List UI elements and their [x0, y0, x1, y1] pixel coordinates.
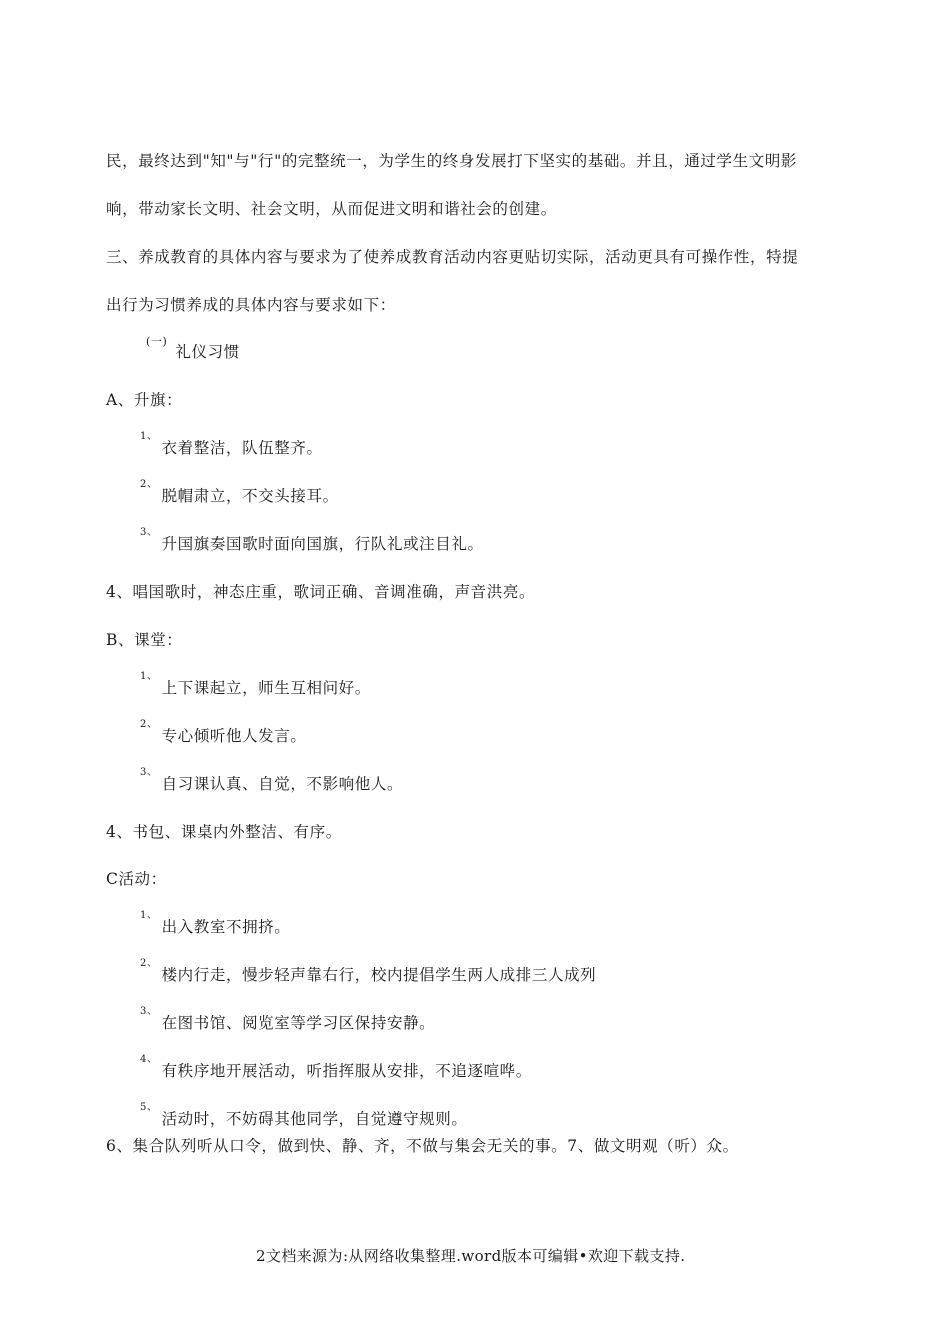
item-text: 自习课认真、自觉，不影响他人。	[161, 775, 404, 793]
paragraph-line: 民，最终达到"知"与"行"的完整统一，为学生的终身发展打下坚实的基础。并且，通过学生文明影	[106, 152, 798, 170]
item-text: 活动时，不妨碍其他同学，自觉遵守规则。	[161, 1110, 468, 1128]
item-text: 出入教室不拥挤。	[161, 918, 291, 936]
list-item: 4、唱国歌时，神态庄重，歌词正确、音调准确，声音洪亮。	[106, 583, 536, 601]
item-number: 1、	[140, 671, 158, 682]
item-number: 4、	[140, 1054, 158, 1065]
group-heading-a: A、升旗：	[106, 391, 183, 409]
item-text: 升国旗奏国歌时面向国旗，行队礼或注目礼。	[161, 535, 484, 553]
paragraph-line: 响，带动家长文明、社会文明，从而促进文明和谐社会的创建。	[106, 200, 557, 218]
item-number: 1、	[140, 431, 158, 442]
item-text: 有秩序地开展活动，听指挥服从安排，不追逐喧哗。	[161, 1062, 532, 1080]
list-item	[140, 431, 323, 458]
item-number: 2、	[140, 719, 158, 730]
item-number: 3、	[140, 1006, 158, 1017]
group-heading-b: B、课堂：	[106, 631, 183, 649]
section-title: 礼仪习惯	[175, 343, 240, 361]
list-item	[140, 671, 371, 698]
item-text: 专心倾听他人发言。	[161, 727, 307, 745]
list-item	[140, 958, 597, 985]
item-text: 在图书馆、阅览室等学习区保持安静。	[161, 1014, 436, 1032]
item-text: 衣着整洁，队伍整齐。	[161, 439, 323, 457]
list-item: 4、书包、课桌内外整洁、有序。	[106, 823, 342, 841]
list-item	[140, 767, 404, 794]
item-number: 3、	[140, 527, 158, 538]
paragraph-line: 三、养成教育的具体内容与要求为了使养成教育活动内容更贴切实际，活动更具有可操作性，特提	[106, 248, 799, 266]
item-number: 2、	[140, 958, 158, 969]
item-text: 脱帽肃立，不交头接耳。	[161, 487, 339, 505]
item-number: 2、	[140, 479, 158, 490]
group-heading-c: C活动：	[106, 870, 167, 888]
list-item	[140, 1006, 436, 1033]
item-number: 5、	[140, 1102, 158, 1113]
list-item	[140, 479, 339, 506]
list-item	[140, 719, 307, 746]
list-item	[140, 910, 291, 937]
list-item: 6、集合队列听从口令，做到快、静、齐，不做与集会无关的事。7、做文明观（听）众。	[106, 1137, 739, 1155]
item-number: 1、	[140, 910, 158, 921]
list-item	[140, 1102, 468, 1129]
item-number: 3、	[140, 767, 158, 778]
paragraph-line: 出行为习惯养成的具体内容与要求如下：	[106, 296, 396, 314]
page-footer: 2文档来源为:从网络收集整理.word版本可编辑•欢迎下载支持.	[256, 1247, 686, 1265]
item-text: 楼内行走，慢步轻声靠右行，校内提倡学生两人成排三人成列	[161, 966, 597, 984]
section-heading	[146, 335, 240, 362]
list-item	[140, 527, 484, 554]
list-item	[140, 1054, 532, 1081]
item-text: 上下课起立，师生互相问好。	[161, 679, 371, 697]
section-marker: (一)	[146, 335, 168, 348]
